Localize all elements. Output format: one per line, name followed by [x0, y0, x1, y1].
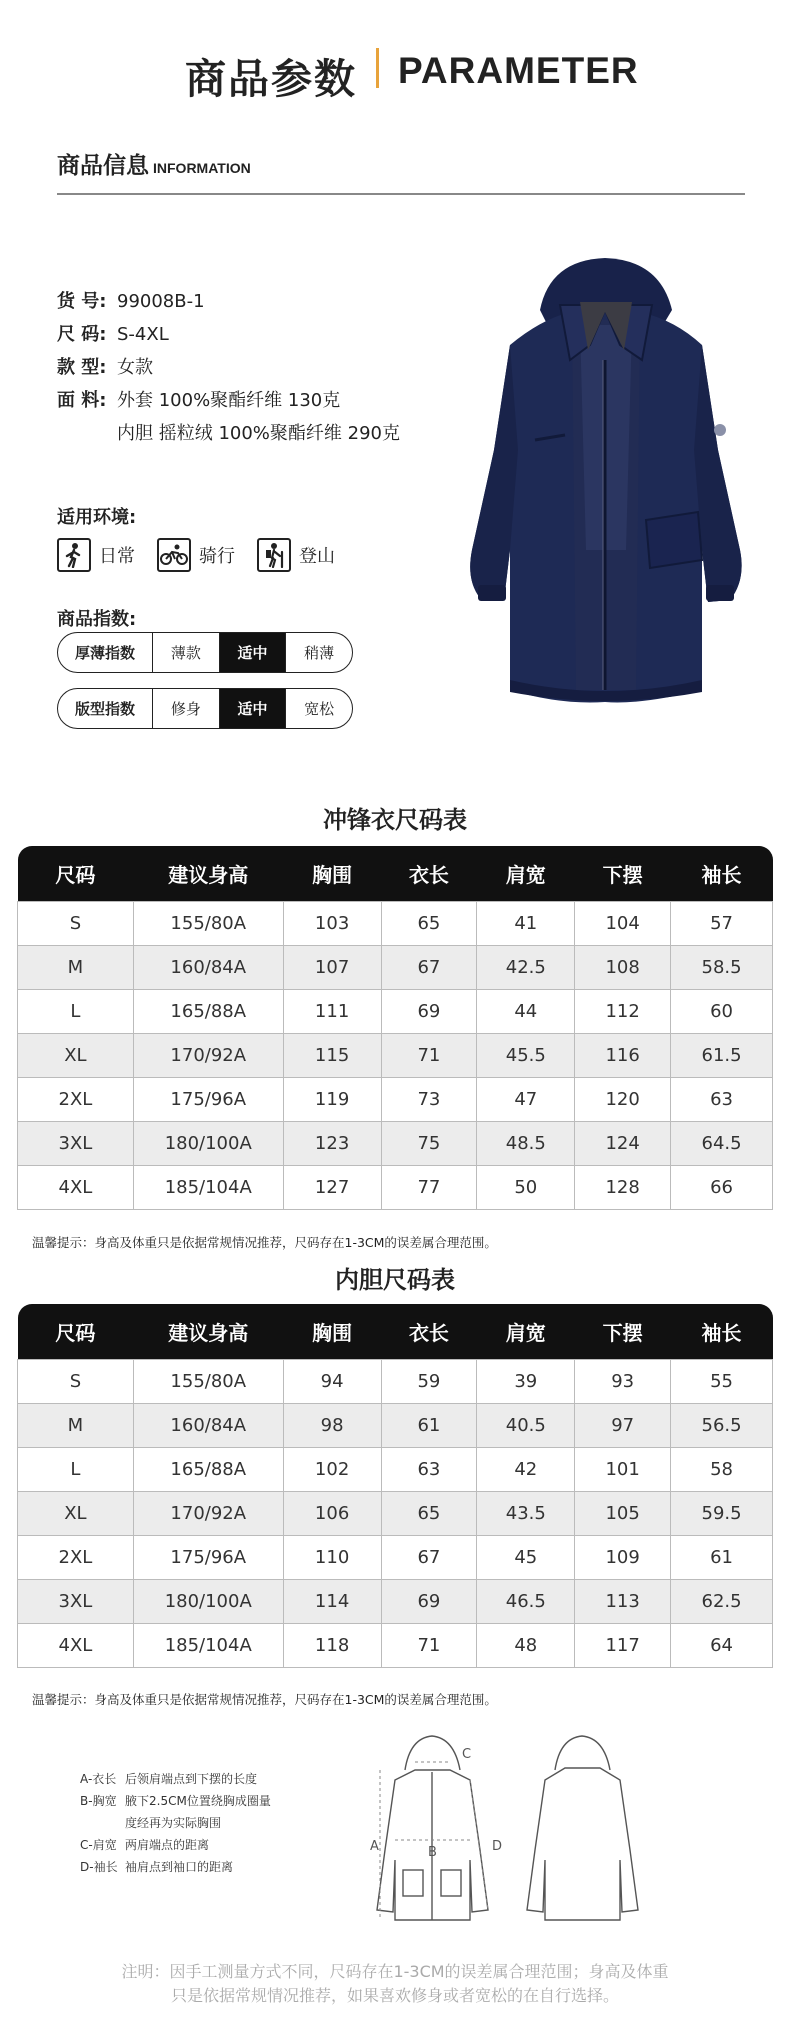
column-header: 肩宽: [477, 1304, 575, 1359]
index-label: 厚薄指数: [58, 633, 153, 672]
table-cell: 50: [477, 1165, 575, 1209]
hiking-icon: [257, 538, 291, 572]
liner-size-table: [17, 1304, 773, 1668]
table-cell: XL: [18, 1033, 134, 1077]
info-divider: [57, 193, 745, 195]
table-cell: 60: [671, 989, 773, 1033]
table-row: [18, 1403, 773, 1447]
spec-value: S-4XL: [117, 324, 169, 345]
table-cell: 3XL: [18, 1121, 134, 1165]
index-option: 修身: [153, 689, 220, 728]
spec-key: 面 料:: [57, 390, 107, 411]
table-cell: 175/96A: [133, 1535, 283, 1579]
legend-desc: 后领肩端点到下摆的长度: [125, 1772, 258, 1786]
table-cell: 115: [283, 1033, 381, 1077]
spec-value: 99008B-1: [117, 291, 205, 312]
table-cell: S: [18, 1359, 134, 1403]
table-cell: 112: [575, 989, 671, 1033]
table-cell: 160/84A: [133, 945, 283, 989]
spec-value: 外套 100%聚酯纤维 130克: [117, 390, 341, 411]
table-cell: 4XL: [18, 1623, 134, 1667]
table-cell: 2XL: [18, 1077, 134, 1121]
table-cell: 97: [575, 1403, 671, 1447]
table-cell: 165/88A: [133, 1447, 283, 1491]
table-row: [18, 1535, 773, 1579]
table-cell: 75: [381, 1121, 477, 1165]
legend-desc: 腋下2.5CM位置绕胸成圈量: [125, 1794, 271, 1808]
environment-list: [57, 537, 357, 573]
table-cell: 73: [381, 1077, 477, 1121]
legend-desc: 度经再为实际胸围: [125, 1816, 222, 1830]
table-cell: 155/80A: [133, 901, 283, 945]
table-row: [18, 945, 773, 989]
table-cell: 118: [283, 1623, 381, 1667]
table-cell: 45.5: [477, 1033, 575, 1077]
table-cell: 41: [477, 901, 575, 945]
table-cell: 46.5: [477, 1579, 575, 1623]
index-title: 商品指数:: [57, 609, 137, 630]
table-cell: 170/92A: [133, 1033, 283, 1077]
table-cell: 3XL: [18, 1579, 134, 1623]
table-cell: 58: [671, 1447, 773, 1491]
liner-table-title: 内胆尺码表: [335, 1266, 455, 1294]
table-cell: 105: [575, 1491, 671, 1535]
table-cell: 63: [671, 1077, 773, 1121]
index-option: 宽松: [304, 700, 335, 718]
table-cell: 127: [283, 1165, 381, 1209]
table-cell: 62.5: [671, 1579, 773, 1623]
table-row: [18, 1447, 773, 1491]
table-cell: 106: [283, 1491, 381, 1535]
column-header: 尺码: [18, 1304, 134, 1359]
table-cell: 69: [381, 989, 477, 1033]
table-row: [18, 1579, 773, 1623]
table-cell: 170/92A: [133, 1491, 283, 1535]
table-row: [18, 1165, 773, 1209]
table-row: [18, 1033, 773, 1077]
table-cell: 155/80A: [133, 1359, 283, 1403]
table-cell: 117: [575, 1623, 671, 1667]
table-cell: 66: [671, 1165, 773, 1209]
table-cell: 55: [671, 1359, 773, 1403]
table-cell: L: [18, 1447, 134, 1491]
table-cell: 119: [283, 1077, 381, 1121]
index-label: 版型指数: [58, 689, 153, 728]
table-cell: 44: [477, 989, 575, 1033]
column-header: 袖长: [671, 1304, 773, 1359]
table-cell: 61: [381, 1403, 477, 1447]
page-header: [0, 40, 790, 103]
environment-label: 骑行: [199, 546, 235, 567]
legend-key: A-衣长: [80, 1772, 117, 1786]
environment-item: [157, 538, 235, 572]
table-cell: 124: [575, 1121, 671, 1165]
table-cell: 56.5: [671, 1403, 773, 1447]
front-jacket-outline: [377, 1736, 488, 1920]
fit-index: [57, 688, 353, 729]
table-cell: 40.5: [477, 1403, 575, 1447]
table-cell: L: [18, 989, 134, 1033]
table-cell: 45: [477, 1535, 575, 1579]
table-cell: 42.5: [477, 945, 575, 989]
column-header: 下摆: [575, 846, 671, 901]
table-row: [18, 1623, 773, 1667]
spec-list: [57, 285, 400, 450]
table-cell: 65: [381, 1491, 477, 1535]
spec-value: 女款: [117, 357, 153, 378]
table-cell: 47: [477, 1077, 575, 1121]
page-title-cn: 商品参数: [185, 55, 357, 103]
legend-row: [80, 1834, 271, 1856]
table-cell: 98: [283, 1403, 381, 1447]
info-title-en: INFORMATION: [153, 160, 251, 176]
spec-row: [57, 384, 400, 417]
index-option-selected: 适中: [220, 633, 287, 672]
table-cell: 160/84A: [133, 1403, 283, 1447]
page-title-en: PARAMETER: [398, 50, 639, 91]
table-cell: 48.5: [477, 1121, 575, 1165]
legend-key: C-肩宽: [80, 1838, 117, 1852]
table-cell: 123: [283, 1121, 381, 1165]
table-row: [18, 1077, 773, 1121]
legend-desc: 袖肩点到袖口的距离: [125, 1860, 234, 1874]
table-cell: 93: [575, 1359, 671, 1403]
table-cell: 185/104A: [133, 1165, 283, 1209]
table-cell: 180/100A: [133, 1579, 283, 1623]
info-title-cn: 商品信息: [57, 153, 149, 179]
legend-row: [80, 1856, 271, 1878]
footnote: [0, 1960, 790, 2008]
table-cell: 48: [477, 1623, 575, 1667]
table-cell: 109: [575, 1535, 671, 1579]
table-cell: 61.5: [671, 1033, 773, 1077]
table-row: [18, 989, 773, 1033]
spec-fabric-line2: 内胆 摇粒绒 100%聚酯纤维 290克: [117, 423, 400, 444]
spec-key: 款 型:: [57, 357, 107, 378]
dimension-label-d: D: [492, 1839, 503, 1854]
table-cell: 128: [575, 1165, 671, 1209]
footnote-line: 注明：因手工测量方式不同，尺码存在1-3CM的误差属合理范围；身高及体重: [121, 1962, 669, 1981]
index-option-selected: 适中: [220, 689, 287, 728]
table-cell: 61: [671, 1535, 773, 1579]
table-cell: 94: [283, 1359, 381, 1403]
measurement-diagram: [320, 1730, 700, 1930]
table-cell: 113: [575, 1579, 671, 1623]
table-cell: S: [18, 901, 134, 945]
table-cell: 175/96A: [133, 1077, 283, 1121]
table-row: [18, 901, 773, 945]
table-cell: 102: [283, 1447, 381, 1491]
table-cell: 110: [283, 1535, 381, 1579]
table-cell: M: [18, 945, 134, 989]
liner-table-note: 温馨提示：身高及体重只是依据常规情况推荐，尺码存在1-3CM的误差属合理范围。: [32, 1692, 497, 1707]
jacket-table-note: 温馨提示：身高及体重只是依据常规情况推荐，尺码存在1-3CM的误差属合理范围。: [32, 1235, 497, 1250]
table-cell: 43.5: [477, 1491, 575, 1535]
legend-row: [80, 1790, 271, 1812]
environment-item: [257, 538, 335, 572]
table-cell: 71: [381, 1623, 477, 1667]
column-header: 袖长: [671, 846, 773, 901]
table-cell: 116: [575, 1033, 671, 1077]
table-cell: 111: [283, 989, 381, 1033]
measurement-legend: [80, 1768, 271, 1878]
column-header: 下摆: [575, 1304, 671, 1359]
table-cell: XL: [18, 1491, 134, 1535]
column-header: 衣长: [381, 1304, 477, 1359]
info-section-title: [57, 147, 251, 180]
spec-row: [57, 351, 400, 384]
table-cell: 165/88A: [133, 989, 283, 1033]
index-option: 稍薄: [304, 644, 335, 662]
table-cell: 185/104A: [133, 1623, 283, 1667]
table-cell: 63: [381, 1447, 477, 1491]
table-row: [18, 1121, 773, 1165]
table-cell: 180/100A: [133, 1121, 283, 1165]
table-cell: 2XL: [18, 1535, 134, 1579]
table-cell: 64.5: [671, 1121, 773, 1165]
footnote-line: 只是依据常规情况推荐，如果喜欢修身或者宽松的在自行选择。: [170, 1986, 619, 2005]
table-cell: 39: [477, 1359, 575, 1403]
index-option: 薄款: [153, 633, 220, 672]
table-cell: 4XL: [18, 1165, 134, 1209]
jacket-product-image: [440, 250, 770, 720]
legend-desc: 两肩端点的距离: [125, 1838, 210, 1852]
table-cell: 57: [671, 901, 773, 945]
column-header: 建议身高: [133, 1304, 283, 1359]
dimension-label-b: B: [428, 1845, 437, 1860]
column-header: 胸围: [283, 846, 381, 901]
dimension-label-a: A: [370, 1839, 379, 1854]
environment-label: 日常: [99, 546, 135, 567]
spec-row: [57, 318, 400, 351]
table-cell: 67: [381, 945, 477, 989]
table-cell: M: [18, 1403, 134, 1447]
table-cell: 64: [671, 1623, 773, 1667]
table-header-row: [18, 1304, 773, 1359]
cycling-icon: [157, 538, 191, 572]
table-header-row: [18, 846, 773, 901]
spec-key: 货 号:: [57, 291, 107, 312]
table-cell: 59: [381, 1359, 477, 1403]
spec-key: 尺 码:: [57, 324, 107, 345]
column-header: 建议身高: [133, 846, 283, 901]
table-cell: 77: [381, 1165, 477, 1209]
table-cell: 65: [381, 901, 477, 945]
jacket-size-table: [17, 846, 773, 1210]
jacket-table-title: 冲锋衣尺码表: [323, 806, 467, 834]
walking-person-icon: [57, 538, 91, 572]
table-cell: 107: [283, 945, 381, 989]
table-cell: 114: [283, 1579, 381, 1623]
legend-key: D-袖长: [80, 1860, 118, 1874]
table-cell: 42: [477, 1447, 575, 1491]
back-jacket-outline: [527, 1736, 638, 1920]
column-header: 胸围: [283, 1304, 381, 1359]
column-header: 肩宽: [477, 846, 575, 901]
environment-title: 适用环境:: [57, 507, 137, 528]
table-cell: 71: [381, 1033, 477, 1077]
column-header: 衣长: [381, 846, 477, 901]
legend-key: B-胸宽: [80, 1794, 117, 1808]
table-cell: 69: [381, 1579, 477, 1623]
table-cell: 108: [575, 945, 671, 989]
table-row: [18, 1491, 773, 1535]
table-cell: 59.5: [671, 1491, 773, 1535]
legend-row: [80, 1768, 271, 1790]
table-cell: 67: [381, 1535, 477, 1579]
environment-label: 登山: [299, 546, 335, 567]
table-row: [18, 1359, 773, 1403]
table-cell: 120: [575, 1077, 671, 1121]
thickness-index: [57, 632, 353, 673]
table-cell: 103: [283, 901, 381, 945]
spec-row: [57, 285, 400, 318]
column-header: 尺码: [18, 846, 134, 901]
table-cell: 104: [575, 901, 671, 945]
legend-row: [80, 1812, 271, 1834]
dimension-label-c: C: [462, 1747, 472, 1762]
environment-item: [57, 538, 135, 572]
title-divider: [376, 48, 379, 88]
table-cell: 101: [575, 1447, 671, 1491]
table-cell: 58.5: [671, 945, 773, 989]
